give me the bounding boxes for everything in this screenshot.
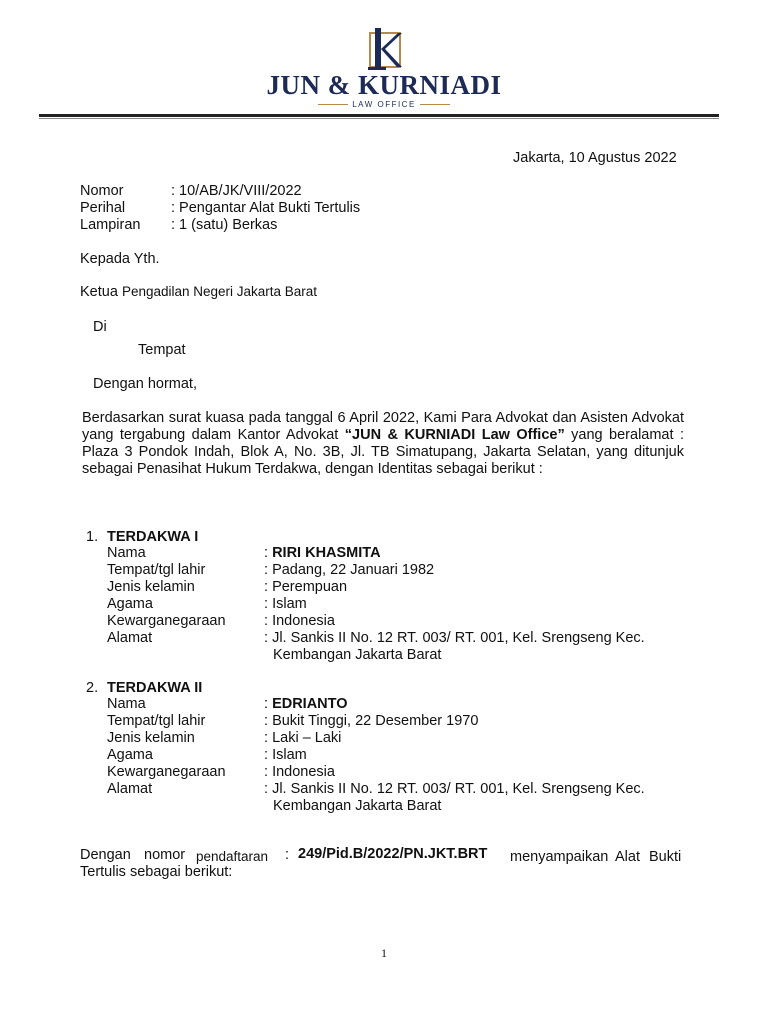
closing-word-dengan: Dengan bbox=[80, 847, 131, 863]
defendant-1-value-nama bbox=[264, 545, 381, 561]
colon: : bbox=[264, 613, 269, 629]
brand-name: JUN & KURNIADI bbox=[266, 70, 502, 100]
defendant-1-number: 1. bbox=[86, 529, 99, 545]
closing-word-menyampaikan: menyampaikan bbox=[510, 849, 609, 865]
addressee-tempat: Tempat bbox=[138, 342, 186, 358]
defendant-1-value-agama bbox=[264, 596, 307, 612]
intro-part2: yang beralamat : Plaza 3 Pondok Indah, Blok A, No. 3B, Jl. TB Simatupang, Jakarta Selatan, yang ditunjuk sebagai Penasihat Hukum Terdakwa, dengan Identitas sebagai berikut : bbox=[82, 427, 684, 477]
defendant-2-label-gender: Jenis kelamin bbox=[107, 730, 195, 746]
defendant-2-address: Jl. Sankis II No. 12 RT. 003/ RT. 001, Kel. Srengseng Kec. bbox=[272, 781, 645, 797]
meta-label-perihal: Perihal bbox=[80, 200, 126, 216]
law-office-logo-icon bbox=[366, 27, 408, 71]
addressee-court: Pengadilan Negeri Jakarta Barat bbox=[121, 284, 318, 299]
closing-colon: : bbox=[285, 847, 290, 863]
defendant-1-title: TERDAKWA I bbox=[107, 529, 199, 545]
closing-line2: Tertulis sebagai berikut: bbox=[80, 864, 233, 880]
defendant-2-value-ttl bbox=[264, 713, 478, 729]
defendant-1-label-ttl: Tempat/tgl lahir bbox=[107, 562, 206, 578]
defendant-2-label-ttl: Tempat/tgl lahir bbox=[107, 713, 206, 729]
defendant-2-name: EDRIANTO bbox=[272, 696, 348, 712]
registration-number: 249/Pid.B/2022/PN.JKT.BRT bbox=[298, 846, 488, 862]
defendant-2-value-agama bbox=[264, 747, 307, 763]
brand-subtitle: LAW OFFICE bbox=[352, 100, 416, 109]
meta-value-nomor: : 10/AB/JK/VIII/2022 bbox=[171, 183, 302, 199]
defendant-2-value-gender bbox=[264, 730, 341, 746]
addressee-greeting: Kepada Yth. bbox=[80, 251, 160, 267]
intro-paragraph bbox=[82, 410, 684, 478]
defendant-2-title: TERDAKWA II bbox=[107, 680, 203, 696]
defendant-1-birth: Padang, 22 Januari 1982 bbox=[272, 562, 435, 578]
colon: : bbox=[264, 696, 269, 712]
defendant-1-label-address: Alamat bbox=[107, 630, 153, 646]
defendant-1-religion: Islam bbox=[272, 596, 307, 612]
defendant-2-nationality: Indonesia bbox=[272, 764, 335, 780]
defendant-2-gender: Laki – Laki bbox=[272, 730, 342, 746]
defendant-1-address-line2: Kembangan Jakarta Barat bbox=[273, 647, 442, 663]
colon: : bbox=[264, 545, 269, 561]
defendant-1-label-gender: Jenis kelamin bbox=[107, 579, 195, 595]
defendant-1-name: RIRI KHASMITA bbox=[272, 545, 381, 561]
colon: : bbox=[264, 781, 269, 797]
addressee-title: Ketua bbox=[80, 284, 118, 300]
meta-value-lampiran: : 1 (satu) Berkas bbox=[171, 217, 278, 233]
defendant-2-label-nationality: Kewarganegaraan bbox=[107, 764, 226, 780]
colon: : bbox=[264, 713, 269, 729]
subtitle-line-right bbox=[420, 104, 450, 105]
addressee-di: Di bbox=[93, 319, 107, 335]
salutation: Dengan hormat, bbox=[93, 376, 197, 392]
defendant-1-value-address bbox=[264, 630, 645, 646]
header-divider bbox=[39, 114, 719, 117]
defendant-1-gender: Perempuan bbox=[272, 579, 348, 595]
closing-word-bukti: Bukti bbox=[649, 849, 682, 865]
colon: : bbox=[264, 764, 269, 780]
meta-value-perihal: : Pengantar Alat Bukti Tertulis bbox=[171, 200, 361, 216]
closing-word-alat: Alat bbox=[615, 849, 640, 865]
defendant-2-birth: Bukit Tinggi, 22 Desember 1970 bbox=[272, 713, 479, 729]
colon: : bbox=[264, 562, 269, 578]
defendant-1-label-nama: Nama bbox=[107, 545, 146, 561]
defendant-1-value-nationality bbox=[264, 613, 335, 629]
closing-word-nomor: nomor bbox=[144, 847, 186, 863]
defendant-2-value-nationality bbox=[264, 764, 335, 780]
defendant-2-value-nama bbox=[264, 696, 348, 712]
addressee-line bbox=[80, 284, 317, 300]
defendant-1-address: Jl. Sankis II No. 12 RT. 003/ RT. 001, Kel. Srengseng Kec. bbox=[272, 630, 645, 646]
colon: : bbox=[264, 579, 269, 595]
intro-part1: Berdasarkan surat kuasa pada tanggal 6 April 2022, Kami Para Advokat dan Asisten Advokat yang tergabung dalam Kantor Advokat bbox=[82, 410, 684, 443]
defendant-2-address-line2: Kembangan Jakarta Barat bbox=[273, 798, 442, 814]
intro-firm-name: “JUN & KURNIADI Law Office” bbox=[344, 427, 565, 443]
colon: : bbox=[264, 747, 269, 763]
defendant-1-nationality: Indonesia bbox=[272, 613, 335, 629]
defendant-1-value-gender bbox=[264, 579, 347, 595]
colon: : bbox=[264, 730, 269, 746]
defendant-2-label-address: Alamat bbox=[107, 781, 153, 797]
subtitle-line-left bbox=[318, 104, 348, 105]
defendant-1-value-ttl bbox=[264, 562, 434, 578]
defendant-2-number: 2. bbox=[86, 680, 99, 696]
defendant-1-label-agama: Agama bbox=[107, 596, 153, 612]
colon: : bbox=[264, 630, 269, 646]
brand-subtitle-row bbox=[0, 100, 768, 109]
colon: : bbox=[264, 596, 269, 612]
page-number: 1 bbox=[381, 946, 387, 960]
meta-label-lampiran: Lampiran bbox=[80, 217, 141, 233]
defendant-2-value-address bbox=[264, 781, 645, 797]
defendant-2-label-nama: Nama bbox=[107, 696, 146, 712]
defendant-2-label-agama: Agama bbox=[107, 747, 153, 763]
header-divider-thin bbox=[39, 118, 719, 119]
defendant-2-religion: Islam bbox=[272, 747, 307, 763]
place-date: Jakarta, 10 Agustus 2022 bbox=[513, 150, 677, 166]
defendant-1-label-nationality: Kewarganegaraan bbox=[107, 613, 226, 629]
meta-label-nomor: Nomor bbox=[80, 183, 124, 199]
closing-word-pendaftaran: pendaftaran bbox=[196, 849, 269, 864]
